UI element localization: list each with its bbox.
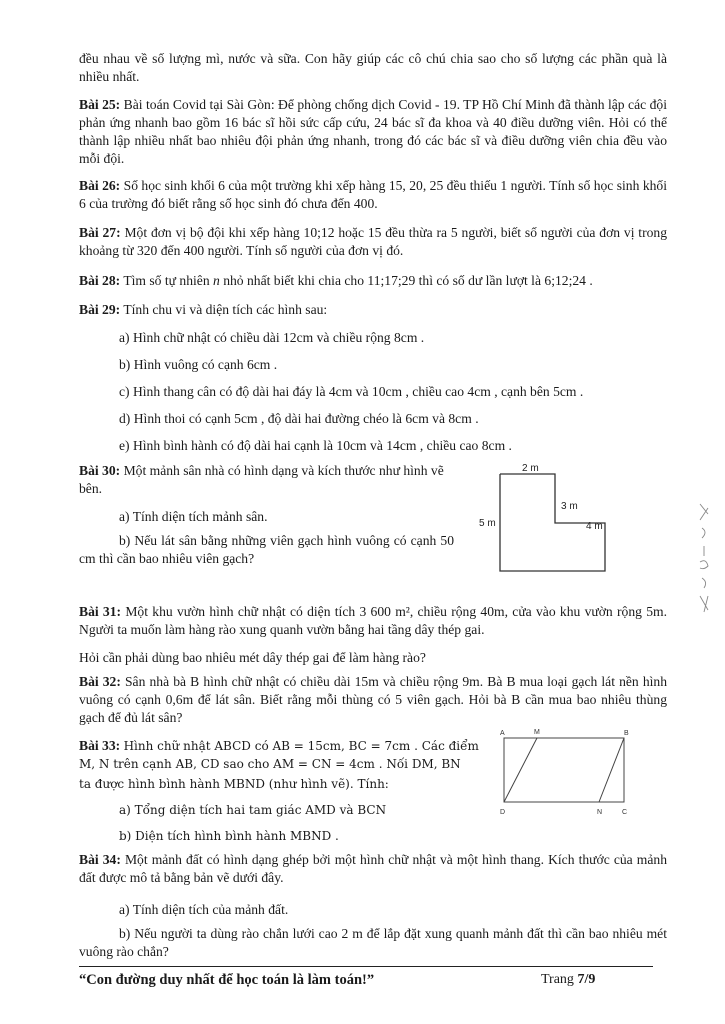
problem-31-question: Hỏi cần phải dùng bao nhiêu mét dây thép gai để làm hàng rào?	[79, 650, 426, 665]
problem-32-label: Bài 32:	[79, 674, 121, 689]
vertex-b: B	[624, 730, 629, 737]
point-m: M	[534, 729, 540, 736]
problem-29-item-a: a) Hình chữ nhật có chiều dài 12cm và chiều rộng 8cm .	[119, 330, 425, 345]
vertex-a: A	[500, 730, 505, 737]
problem-32	[79, 673, 667, 727]
problem-25-label: Bài 25:	[79, 97, 121, 112]
label-right: 4 m	[586, 521, 603, 532]
variable-n: n	[213, 273, 220, 288]
problem-31	[79, 603, 667, 639]
problem-27-label: Bài 27:	[79, 225, 121, 240]
problem-30-label: Bài 30:	[79, 463, 121, 478]
problem-26-label: Bài 26:	[79, 178, 121, 193]
problem-30-part-b: b) Nếu lát sân bằng những viên gạch hình vuông có cạnh 50 cm thì cần bao nhiêu viên gạch?	[79, 533, 454, 566]
problem-27	[79, 224, 667, 260]
vertex-d: D	[500, 809, 506, 816]
problem-33-line-3: ta được hình bình hành MBND (như hình vẽ). Tính:	[79, 777, 389, 791]
problem-26	[79, 177, 667, 213]
footer-quote: “Con đường duy nhất để học toán là làm toán!”	[79, 972, 375, 988]
problem-29	[79, 301, 667, 319]
problem-31-text: Một khu vườn hình chữ nhật có diện tích 3 600 m², chiều rộng 40m, cửa vào khu vườn rộng 5m. Người ta muốn làm hàng rào xung quanh vườn bằng hai tầng dây thép gai.	[79, 604, 667, 637]
problem-28-text-a: Tìm số tự nhiên	[123, 273, 214, 288]
intro-text: đều nhau về số lượng mì, nước và sữa. Con hãy giúp các cô chú chia sao cho số lượng các phần quà là nhiều nhất.	[79, 51, 667, 84]
parallelogram-figure	[494, 726, 634, 818]
label-inner: 3 m	[561, 501, 578, 512]
problem-28	[79, 272, 667, 290]
problem-29-item-e: e) Hình bình hành có độ dài hai cạnh là 10cm và 14cm , chiều cao 8cm .	[119, 438, 512, 453]
problem-29-label: Bài 29:	[79, 302, 121, 317]
problem-29-item-b: b) Hình vuông có cạnh 6cm .	[119, 357, 278, 372]
problem-25-text: Bài toán Covid tại Sài Gòn: Để phòng chống dịch Covid - 19. TP Hồ Chí Minh đã thành lập các đội phản ứng nhanh bao gồm 16 bác sĩ hồi sức cấp cứu, 24 bác sĩ đa khoa và 40 điều dưỡng viên. Hỏi có thể thành lập nhiều nhất bao nhiêu đội phản ứng nhanh, trong đó các bác sĩ và điều dưỡng viên chia đều vào mỗi đội.	[79, 97, 667, 166]
problem-25	[79, 96, 667, 168]
problem-30-part-a: a) Tính diện tích mảnh sân.	[119, 509, 268, 524]
rectangle-abcd	[504, 738, 624, 802]
problem-28-label: Bài 28:	[79, 273, 121, 288]
label-top: 2 m	[522, 463, 539, 474]
page-footer	[79, 966, 653, 988]
label-left: 5 m	[479, 518, 496, 529]
problem-29-item-d: d) Hình thoi có cạnh 5cm , độ dài hai đường chéo là 6cm và 8cm .	[119, 411, 479, 426]
problem-28-text-b: nhỏ nhất biết khi chia cho 11;17;29 thì có số dư lần lượt là 6;12;24 .	[219, 273, 593, 288]
problem-30	[79, 462, 457, 498]
problem-33-line-2: M, N trên cạnh AB, CD sao cho AM = CN = 4cm . Nối DM, BN	[79, 757, 461, 771]
page-number	[541, 971, 595, 989]
problem-33	[79, 737, 489, 755]
problem-34-part-a: a) Tính diện tích của mảnh đất.	[119, 902, 289, 917]
problem-32-text: Sân nhà bà B hình chữ nhật có chiều dài 15m và chiều rộng 9m. Bà B mua loại gạch lát nền hình vuông có cạnh 0,6m để lát sân. Biết rằng mỗi thùng có 5 viên gạch. Hỏi bà B cần mua bao nhiêu thùng gạch để đủ lát sân?	[79, 674, 667, 725]
problem-31-label: Bài 31:	[79, 604, 122, 619]
handwritten-scribble	[694, 500, 718, 615]
point-n: N	[597, 809, 603, 816]
problem-33-part-a: a) Tổng diện tích hai tam giác AMD và BCN	[119, 803, 387, 817]
problem-34-part-b: b) Nếu người ta dùng rào chắn lưới cao 2 m để lắp đặt xung quanh mảnh đất thì cần bao nhiêu mét vuông rào chắn?	[79, 926, 667, 959]
segment-dm	[504, 738, 537, 802]
problem-34-label: Bài 34:	[79, 852, 121, 867]
problem-34-text: Một mảnh đất có hình dạng ghép bởi một hình chữ nhật và một hình thang. Kích thước của mảnh đất được mô tả bằng bản vẽ dưới đây.	[79, 852, 667, 885]
problem-29-item-c: c) Hình thang cân có độ dài hai đáy là 4cm và 10cm , chiều cao 4cm , cạnh bên 5cm .	[119, 384, 584, 399]
problem-33-label: Bài 33:	[79, 738, 121, 753]
problem-30-text: Một mảnh sân nhà có hình dạng và kích thước như hình vẽ bên.	[79, 463, 444, 496]
problem-26-text: Số học sinh khối 6 của một trường khi xếp hàng 15, 20, 25 đều thiếu 1 người. Tính số học sinh khối 6 của trường đó biết rằng số học sinh đó chưa đến 400.	[79, 178, 667, 211]
problem-33-part-b: b) Diện tích hình bình hành MBND .	[119, 829, 339, 843]
problem-34	[79, 851, 667, 887]
problem-27-text: Một đơn vị bộ đội khi xếp hàng 10;12 hoặc 15 đều thừa ra 5 người, biết số người của đơn vị trong khoảng từ 320 đến 400 người. Tính số người của đơn vị đó.	[79, 225, 668, 258]
segment-bn	[599, 738, 624, 802]
intro-paragraph	[79, 50, 667, 86]
problem-29-text: Tính chu vi và diện tích các hình sau:	[123, 302, 328, 317]
problem-33-line-1: Hình chữ nhật ABCD có AB = 15cm, BC = 7cm . Các điểm	[123, 739, 479, 753]
page-label: Trang	[541, 972, 574, 987]
courtyard-figure	[470, 460, 620, 576]
vertex-c: C	[622, 809, 628, 816]
page-num: 7/9	[577, 972, 596, 987]
